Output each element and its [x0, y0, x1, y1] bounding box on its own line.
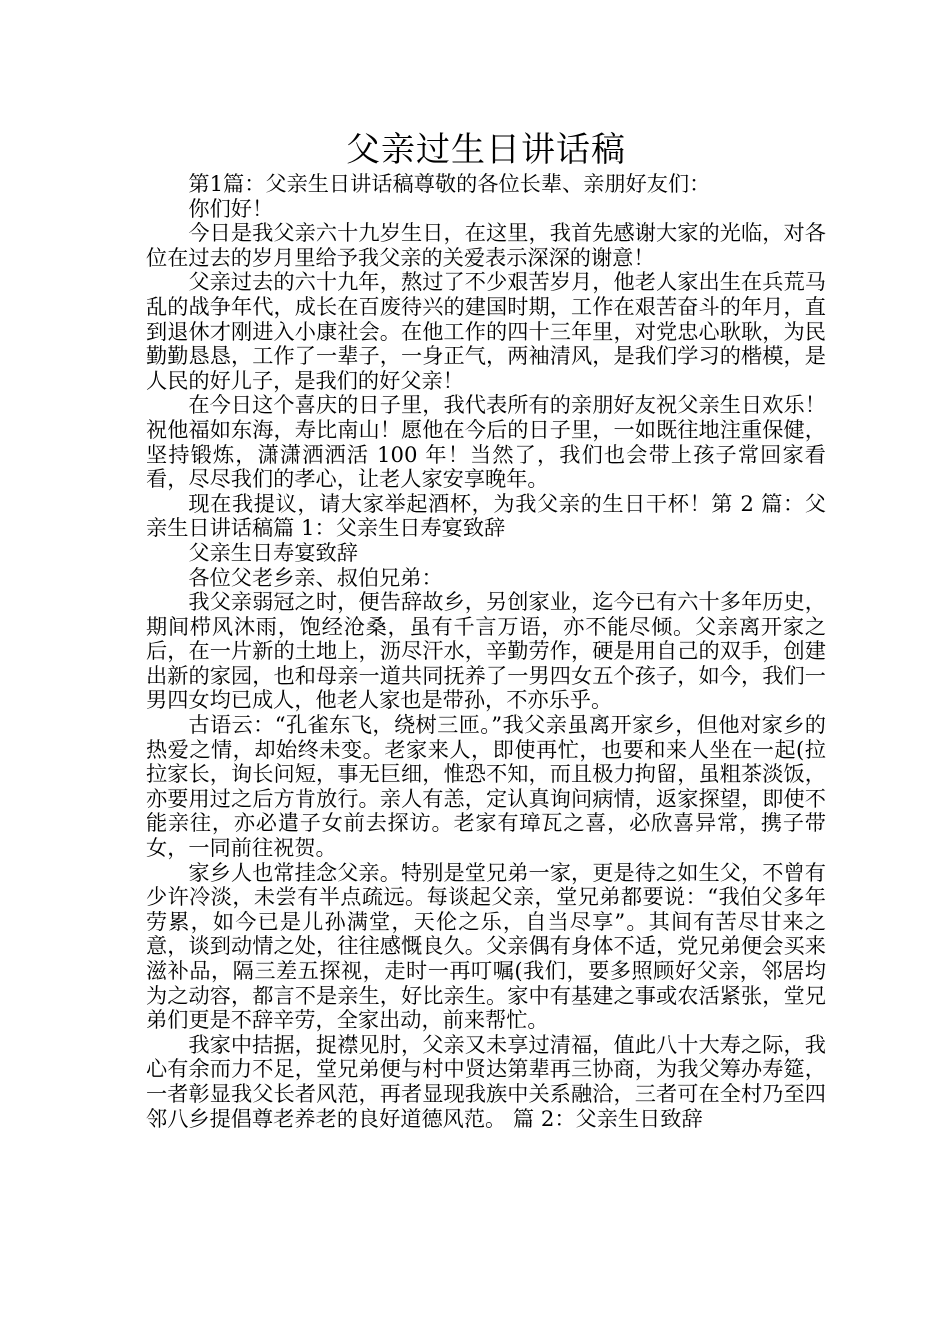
paragraph-11: 家乡人也常挂念父亲。特别是堂兄弟一家，更是待之如生父，不曾有少许冷淡，未尝有半点疏远。每谈起父亲，堂兄弟都要说：“我伯父多年劳累，如今已是儿孙满堂，天伦之乐，自当尽享”。其间有苦尽甘来之意，谈到动情之处，往往感慨良久。父亲偶有身体不适，党兄弟便会买来滋补品，隔三差五探视，走时一再叮嘱(我们，要多照顾好父亲，邻居均为之动容，都言不是亲生，好比亲生。家中有基建之事或农活紧张，堂兄弟们更是不辞辛劳，全家出动，前来帮忙。 [146, 859, 826, 1033]
paragraph-9: 我父亲弱冠之时，便告辞故乡，另创家业，迄今已有六十多年历史，期间栉风沐雨，饱经沧桑，虽有千言万语，亦不能尽倾。父亲离开家之后，在一片新的土地上，沥尽汗水，辛勤劳作，硬是用自己的双手，创建出新的家园，也和母亲一道共同抚养了一男四女五个孩子，如今，我们一男四女均已成人，他老人家也是带孙，不亦乐乎。 [146, 589, 826, 713]
document-title: 父亲过生日讲话稿 [346, 130, 626, 170]
paragraph-2: 你们好！ [188, 195, 274, 221]
paragraph-12: 我家中拮据，捉襟见肘，父亲又未享过清福，值此八十大寿之际，我心有余而力不足，堂兄弟便与村中贤达第辈再三协商，为我父筹办寿筵，一者彰显我父长者风范，再者显现我族中关系融洽，三者可在全村乃至四邻八乡提倡尊老养老的良好道德风范。 篇 2：父亲生日致辞 [146, 1031, 826, 1131]
paragraph-10: 古语云：“孔雀东飞，绕树三匝。”我父亲虽离开家乡，但他对家乡的热爱之情，却始终未变。老家来人，即使再忙，也要和来人坐在一起(拉拉家长，询长问短，事无巨细，惟恐不知，而且极力拘留，虽粗茶淡饭，亦要用过之后方肯放行。亲人有恙，定认真询问病情，返家探望，即使不能亲往，亦必遣子女前去探访。老家有璋瓦之喜，必欣喜异常，携子带女，一同前往祝贺。 [146, 712, 826, 861]
paragraph-4: 父亲过去的六十九年，熬过了不少艰苦岁月，他老人家出生在兵荒马乱的战争年代，成长在百废待兴的建国时期，工作在艰苦奋斗的年月，直到退休才刚进入小康社会。在他工作的四十三年里，对党忠心耿耿，为民勤勤恳恳，工作了一辈子，一身正气，两袖清风，是我们学习的楷模，是人民的好儿子，是我们的好父亲！ [146, 269, 826, 393]
paragraph-8: 各位父老乡亲、叔伯兄弟： [188, 564, 443, 590]
paragraph-3: 今日是我父亲六十九岁生日，在这里，我首先感谢大家的光临，对各位在过去的岁月里给予我父亲的关爱表示深深的谢意！ [146, 220, 826, 270]
paragraph-1: 第1篇：父亲生日讲话稿尊敬的各位长辈、亲朋好友们： [188, 171, 711, 196]
paragraph-6: 现在我提议，请大家举起酒杯，为我父亲的生日干杯！第 2 篇：父亲生日讲话稿篇 1：父亲生日寿宴致辞 [146, 490, 826, 541]
paragraph-7: 父亲生日寿宴致辞 [188, 539, 358, 565]
document-page [146, 128, 826, 1131]
paragraph-5: 在今日这个喜庆的日子里，我代表所有的亲朋好友祝父亲生日欢乐！祝他福如东海，寿比南山！愿他在今后的日子里，一如既往地注重保健，坚持锻炼，潇潇洒洒活 100 年！当然了，我们也会带上孩子常回家看看，尽尽我们的孝心，让老人家安享晚年。 [146, 392, 826, 492]
